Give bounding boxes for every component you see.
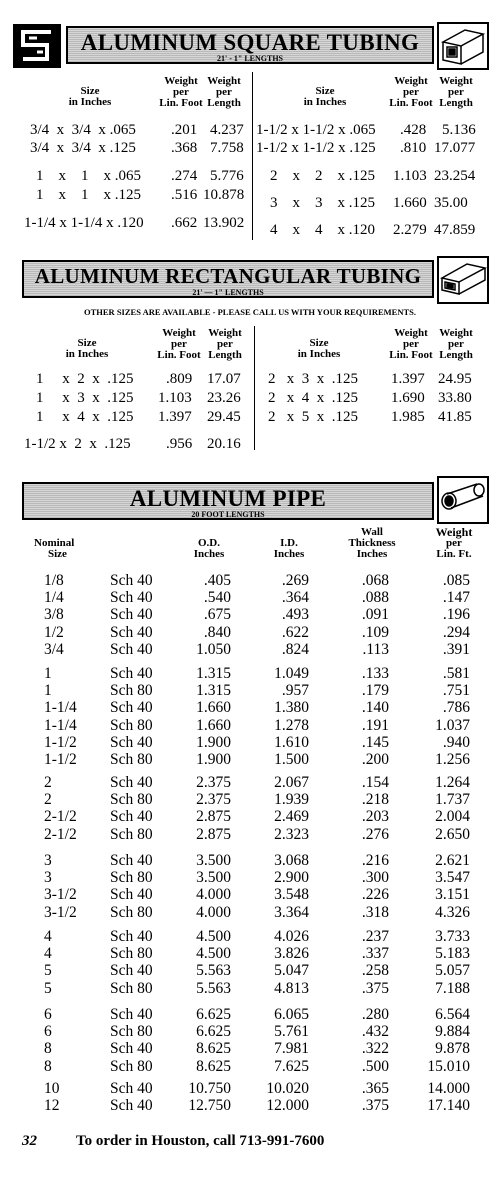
pipe-nominal-cell: 1/2 [44, 623, 64, 641]
pipe-wall-cell: .322 [361, 1040, 389, 1058]
pipe-nominal-cell: 3/8 [44, 606, 64, 624]
pipe-wall-cell: .300 [361, 869, 389, 887]
pipe-od-cell: 12.750 [188, 1097, 231, 1115]
pipe-wall-cell: .133 [361, 665, 389, 682]
pipe-wall-cell: .258 [361, 962, 389, 980]
pipe-id-header: I.D. Inches [273, 537, 305, 560]
pipe-schedule-cell: Sch 80 [110, 825, 153, 843]
square-left-wlf-header: Weight per Lin. Foot [159, 75, 203, 109]
pipe-od-cell: 4.500 [196, 945, 231, 963]
pipe-subtitle: 20 FOOT LENGTHS [191, 510, 265, 519]
rect-notice: OTHER SIZES ARE AVAILABLE - PLEASE CALL US WITH YOUR REQUIREMENTS. [84, 307, 416, 317]
pipe-od-header: O.D. Inches [193, 537, 225, 560]
pipe-wall-cell: .375 [361, 1097, 389, 1115]
pipe-od-cell: .540 [203, 589, 231, 607]
rectangular-tube-icon [437, 256, 489, 304]
pipe-schedule-cell: Sch 80 [110, 945, 153, 963]
rect-right-wpl-header: Weight per Length [439, 327, 473, 361]
pipe-schedule-cell: Sch 40 [110, 852, 153, 869]
pipe-wall-cell: .145 [361, 733, 389, 751]
pipe-id-cell: 3.068 [274, 852, 309, 869]
rect-row-wpl: 23.26 [207, 390, 241, 406]
pipe-od-cell: 4.500 [196, 928, 231, 945]
square-row-size: 1 x 1 x .125 [36, 187, 141, 203]
company-logo [13, 24, 61, 68]
pipe-od-cell: .675 [203, 606, 231, 624]
rect-tubing-subtitle: 21' — 1" LENGTHS [192, 288, 264, 297]
pipe-od-cell: 4.000 [196, 903, 231, 921]
pipe-nominal-cell: 6 [44, 1006, 52, 1023]
pipe-id-cell: 3.826 [274, 945, 309, 963]
pipe-weight-cell: 1.256 [435, 751, 470, 768]
square-row-wpl: 23.254 [434, 168, 476, 184]
pipe-wall-cell: .203 [361, 808, 389, 826]
pipe-wall-cell: .375 [361, 979, 389, 997]
pipe-weight-cell: 7.188 [435, 979, 470, 997]
pipe-weight-cell: 2.621 [435, 852, 470, 869]
pipe-nominal-cell: 3-1/2 [44, 886, 77, 904]
square-left-size-header: Size in Inches [68, 85, 112, 108]
pipe-id-cell: 2.067 [274, 774, 309, 791]
pipe-weight-cell: 6.564 [435, 1006, 470, 1023]
pipe-id-cell: 5.761 [274, 1023, 309, 1041]
pipe-schedule-cell: Sch 40 [110, 1097, 153, 1115]
pipe-od-cell: 8.625 [196, 1057, 231, 1075]
pipe-schedule-cell: Sch 80 [110, 791, 153, 809]
pipe-nominal-cell: 2-1/2 [44, 808, 77, 826]
pipe-od-cell: 1.315 [196, 682, 231, 700]
square-row-wpl: 10.878 [203, 187, 245, 203]
pipe-nominal-cell: 12 [44, 1097, 60, 1115]
square-row-size: 1-1/4 x 1-1/4 x .120 [24, 215, 144, 231]
pipe-schedule-cell: Sch 40 [110, 699, 153, 717]
pipe-weight-cell: 1.737 [435, 791, 470, 809]
pipe-od-cell: 4.000 [196, 886, 231, 904]
pipe-nominal-cell: 8 [44, 1040, 52, 1058]
rect-right-wlf-header: Weight per Lin. Foot [389, 327, 433, 361]
pipe-schedule-cell: Sch 40 [110, 1006, 153, 1023]
pipe-weight-cell: 3.151 [435, 886, 470, 904]
pipe-id-cell: 2.469 [274, 808, 309, 826]
rect-row-size: 1 x 4 x .125 [36, 409, 134, 425]
pipe-schedule-cell: Sch 80 [110, 682, 153, 700]
rect-row-wlf: 1.985 [391, 409, 425, 425]
pipe-banner [22, 482, 434, 520]
pipe-od-cell: 5.563 [196, 979, 231, 997]
pipe-weight-cell: 5.057 [435, 962, 470, 980]
square-row-wlf: .201 [171, 122, 198, 138]
pipe-schedule-cell: Sch 40 [110, 1040, 153, 1058]
rect-left-size-header: Size in Inches [65, 337, 109, 360]
pipe-schedule-cell: Sch 40 [110, 928, 153, 945]
pipe-nominal-cell: 1/8 [44, 572, 64, 589]
pipe-od-cell: 2.375 [196, 791, 231, 809]
pipe-schedule-cell: Sch 40 [110, 774, 153, 791]
pipe-wall-cell: .218 [361, 791, 389, 809]
pipe-weight-cell: .940 [442, 733, 470, 751]
pipe-wall-cell: .276 [361, 825, 389, 843]
pipe-schedule-cell: Sch 80 [110, 1057, 153, 1075]
square-row-wlf: .368 [171, 140, 198, 156]
rect-right-size-header: Size in Inches [297, 337, 341, 360]
square-divider [252, 72, 253, 240]
pipe-nominal-cell: 5 [44, 962, 52, 980]
pipe-id-cell: 1.939 [274, 791, 309, 809]
square-row-wpl: 17.077 [434, 140, 476, 156]
pipe-nominal-cell: 6 [44, 1023, 52, 1041]
square-tubing-subtitle: 21' - 1" LENGTHS [216, 54, 283, 63]
pipe-icon [437, 476, 489, 524]
pipe-wall-cell: .191 [361, 716, 389, 734]
pipe-id-cell: .622 [281, 623, 309, 641]
square-row-wpl: 35.00 [434, 195, 468, 211]
pipe-id-cell: 2.900 [274, 869, 309, 887]
square-row-wlf: .662 [171, 215, 198, 231]
pipe-schedule-cell: Sch 80 [110, 751, 153, 768]
square-row-wlf: 2.279 [393, 222, 427, 238]
pipe-od-cell: 10.750 [188, 1080, 231, 1097]
square-row-size: 1-1/2 x 1-1/2 x .125 [256, 140, 376, 156]
pipe-id-cell: 7.981 [274, 1040, 309, 1058]
pipe-nominal-header: Nominal Size [34, 537, 75, 560]
rect-tubing-title: ALUMINUM RECTANGULAR TUBING [34, 264, 422, 288]
pipe-id-cell: .957 [281, 682, 309, 700]
pipe-id-cell: 4.026 [274, 928, 309, 945]
pipe-od-cell: 6.625 [196, 1006, 231, 1023]
pipe-nominal-cell: 3 [44, 852, 52, 869]
pipe-weight-cell: 9.884 [435, 1023, 470, 1041]
rect-row-size: 2 x 3 x .125 [268, 371, 358, 387]
rect-row-wlf: 1.103 [158, 390, 192, 406]
rect-row-wpl: 20.16 [207, 436, 241, 452]
pipe-id-cell: 1.049 [274, 665, 309, 682]
pipe-nominal-cell: 1/4 [44, 589, 64, 607]
pipe-nominal-cell: 2-1/2 [44, 825, 77, 843]
pipe-nominal-cell: 3 [44, 869, 52, 887]
rect-divider [254, 326, 255, 450]
pipe-wall-cell: .337 [361, 945, 389, 963]
pipe-nominal-cell: 1 [44, 665, 52, 682]
pipe-schedule-cell: Sch 40 [110, 665, 153, 682]
rect-tubing-banner [22, 260, 434, 298]
pipe-wall-cell: .432 [361, 1023, 389, 1041]
pipe-id-cell: 1.610 [274, 733, 309, 751]
square-row-size: 3/4 x 3/4 x .125 [30, 140, 136, 156]
pipe-nominal-cell: 1-1/4 [44, 716, 77, 734]
pipe-wall-cell: .140 [361, 699, 389, 717]
pipe-id-cell: 7.625 [274, 1057, 309, 1075]
pipe-nominal-cell: 10 [44, 1080, 60, 1097]
pipe-od-cell: 1.050 [196, 640, 231, 658]
pipe-wall-cell: .154 [361, 774, 389, 791]
pipe-schedule-cell: Sch 40 [110, 886, 153, 904]
pipe-wall-cell: .280 [361, 1006, 389, 1023]
square-row-wpl: 47.859 [434, 222, 476, 238]
pipe-schedule-cell: Sch 40 [110, 1080, 153, 1097]
square-row-size: 3/4 x 3/4 x .065 [30, 122, 136, 138]
rect-row-wlf: .809 [166, 371, 193, 387]
footer-order-text: To order in Houston, call 713-991-7600 [76, 1133, 325, 1149]
pipe-id-cell: 4.813 [274, 979, 309, 997]
pipe-nominal-cell: 1 [44, 682, 52, 700]
rect-row-wpl: 17.07 [207, 371, 241, 387]
rect-row-wlf: 1.397 [391, 371, 425, 387]
pipe-schedule-cell: Sch 80 [110, 869, 153, 887]
rect-row-size: 1-1/2 x 2 x .125 [24, 436, 131, 452]
pipe-schedule-cell: Sch 40 [110, 572, 153, 589]
pipe-weight-cell: .085 [442, 572, 470, 589]
pipe-weight-header: Weight per Lin. Ft. [435, 525, 473, 560]
square-row-size: 3 x 3 x .125 [270, 195, 375, 211]
rect-row-wpl: 24.95 [438, 371, 472, 387]
square-row-wlf: .428 [400, 122, 427, 138]
pipe-wall-cell: .237 [361, 928, 389, 945]
pipe-wall-cell: .179 [361, 682, 389, 700]
pipe-od-cell: 5.563 [196, 962, 231, 980]
pipe-wall-cell: .365 [361, 1080, 389, 1097]
pipe-od-cell: 6.625 [196, 1023, 231, 1041]
pipe-id-cell: 12.000 [266, 1097, 309, 1115]
pipe-schedule-cell: Sch 80 [110, 1023, 153, 1041]
pipe-od-cell: 2.375 [196, 774, 231, 791]
pipe-wall-cell: .068 [361, 572, 389, 589]
square-row-wlf: .810 [400, 140, 427, 156]
pipe-wall-cell: .226 [361, 886, 389, 904]
pipe-id-cell: 10.020 [266, 1080, 309, 1097]
square-tube-icon [437, 22, 489, 70]
square-tubing-title: ALUMINUM SQUARE TUBING [80, 30, 420, 55]
square-row-wlf: 1.103 [393, 168, 427, 184]
rect-row-wpl: 41.85 [438, 409, 472, 425]
pipe-id-cell: 3.548 [274, 886, 309, 904]
pipe-nominal-cell: 8 [44, 1057, 52, 1075]
pipe-weight-cell: 17.140 [427, 1097, 470, 1115]
rect-row-size: 1 x 3 x .125 [36, 390, 134, 406]
pipe-weight-cell: 3.547 [435, 869, 470, 887]
square-left-wpl-header: Weight per Length [207, 75, 241, 109]
pipe-id-cell: 2.323 [274, 825, 309, 843]
pipe-od-cell: 1.660 [196, 716, 231, 734]
pipe-weight-cell: 1.037 [435, 716, 470, 734]
pipe-od-cell: 8.625 [196, 1040, 231, 1058]
square-row-wlf: .274 [171, 168, 198, 184]
pipe-id-cell: 6.065 [274, 1006, 309, 1023]
pipe-schedule-cell: Sch 40 [110, 808, 153, 826]
page-number: 32 [22, 1133, 37, 1149]
pipe-weight-cell: .391 [442, 640, 470, 658]
pipe-weight-cell: 3.733 [435, 928, 470, 945]
pipe-wall-cell: .318 [361, 903, 389, 921]
pipe-schedule-cell: Sch 80 [110, 716, 153, 734]
square-row-wpl: 5.136 [442, 122, 476, 138]
pipe-nominal-cell: 3/4 [44, 640, 64, 658]
pipe-od-cell: 2.875 [196, 808, 231, 826]
pipe-od-cell: .840 [203, 623, 231, 641]
square-row-size: 4 x 4 x .120 [270, 222, 375, 238]
pipe-weight-cell: 1.264 [435, 774, 470, 791]
rect-left-wpl-header: Weight per Length [208, 327, 242, 361]
pipe-schedule-cell: Sch 40 [110, 589, 153, 607]
pipe-nominal-cell: 4 [44, 928, 52, 945]
pipe-weight-cell: 5.183 [435, 945, 470, 963]
square-tubing-banner [66, 26, 434, 64]
pipe-weight-cell: 14.000 [427, 1080, 470, 1097]
square-row-wpl: 5.776 [210, 168, 244, 184]
rect-row-wlf: 1.397 [158, 409, 192, 425]
pipe-schedule-cell: Sch 80 [110, 979, 153, 997]
rect-row-wlf: 1.690 [391, 390, 425, 406]
square-right-size-header: Size in Inches [303, 85, 347, 108]
square-right-wlf-header: Weight per Lin. Foot [389, 75, 433, 109]
rect-row-size: 1 x 2 x .125 [36, 371, 134, 387]
pipe-nominal-cell: 1-1/4 [44, 699, 77, 717]
pipe-wall-cell: .109 [361, 623, 389, 641]
pipe-od-cell: 1.660 [196, 699, 231, 717]
pipe-id-cell: 1.278 [274, 716, 309, 734]
pipe-nominal-cell: 2 [44, 774, 52, 791]
pipe-nominal-cell: 1-1/2 [44, 751, 77, 768]
pipe-wall-cell: .200 [361, 751, 389, 768]
pipe-schedule-cell: Sch 40 [110, 606, 153, 624]
pipe-schedule-cell: Sch 40 [110, 640, 153, 658]
pipe-schedule-cell: Sch 80 [110, 903, 153, 921]
square-row-wpl: 4.237 [210, 122, 244, 138]
pipe-title: ALUMINUM PIPE [129, 486, 327, 511]
rect-row-wpl: 33.80 [438, 390, 472, 406]
square-row-wlf: 1.660 [393, 195, 427, 211]
pipe-weight-cell: 15.010 [427, 1057, 470, 1075]
pipe-wall-cell: .091 [361, 606, 389, 624]
pipe-od-cell: .405 [203, 572, 231, 589]
pipe-wall-cell: .500 [361, 1057, 389, 1075]
pipe-od-cell: 3.500 [196, 869, 231, 887]
pipe-weight-cell: .581 [442, 665, 470, 682]
pipe-id-cell: .269 [281, 572, 309, 589]
square-row-wpl: 13.902 [203, 215, 245, 231]
pipe-nominal-cell: 1-1/2 [44, 733, 77, 751]
pipe-schedule-cell: Sch 40 [110, 733, 153, 751]
pipe-id-cell: .364 [281, 589, 309, 607]
pipe-schedule-cell: Sch 40 [110, 962, 153, 980]
pipe-weight-cell: .196 [442, 606, 470, 624]
pipe-wall-cell: .113 [362, 640, 389, 658]
pipe-id-cell: 1.380 [274, 699, 309, 717]
pipe-wall-header: Wall Thickness Inches [348, 526, 396, 560]
rect-row-wlf: .956 [166, 436, 193, 452]
rect-row-size: 2 x 5 x .125 [268, 409, 358, 425]
pipe-id-cell: 3.364 [274, 903, 309, 921]
pipe-nominal-cell: 5 [44, 979, 52, 997]
pipe-nominal-cell: 3-1/2 [44, 903, 77, 921]
square-row-size: 1 x 1 x .065 [36, 168, 141, 184]
pipe-weight-cell: .294 [442, 623, 470, 641]
pipe-wall-cell: .216 [361, 852, 389, 869]
pipe-wall-cell: .088 [361, 589, 389, 607]
pipe-od-cell: 3.500 [196, 852, 231, 869]
pipe-weight-cell: 4.326 [435, 903, 470, 921]
pipe-id-cell: .824 [281, 640, 309, 658]
square-row-wpl: 7.758 [210, 140, 244, 156]
rect-left-wlf-header: Weight per Lin. Foot [157, 327, 201, 361]
rect-row-size: 2 x 4 x .125 [268, 390, 358, 406]
square-row-size: 1-1/2 x 1-1/2 x .065 [256, 122, 376, 138]
pipe-od-cell: 1.900 [196, 751, 231, 768]
square-row-size: 2 x 2 x .125 [270, 168, 375, 184]
pipe-weight-cell: .751 [442, 682, 470, 700]
pipe-id-cell: 5.047 [274, 962, 309, 980]
pipe-weight-cell: 9.878 [435, 1040, 470, 1058]
pipe-weight-cell: .147 [442, 589, 470, 607]
square-row-wlf: .516 [171, 187, 198, 203]
pipe-id-cell: 1.500 [274, 751, 309, 768]
pipe-od-cell: 1.900 [196, 733, 231, 751]
pipe-weight-cell: .786 [442, 699, 470, 717]
square-right-wpl-header: Weight per Length [439, 75, 473, 109]
pipe-od-cell: 1.315 [196, 665, 231, 682]
pipe-weight-cell: 2.004 [435, 808, 470, 826]
pipe-od-cell: 2.875 [196, 825, 231, 843]
pipe-nominal-cell: 2 [44, 791, 52, 809]
pipe-id-cell: .493 [281, 606, 309, 624]
pipe-weight-cell: 2.650 [435, 825, 470, 843]
pipe-schedule-cell: Sch 40 [110, 623, 153, 641]
pipe-nominal-cell: 4 [44, 945, 52, 963]
rect-row-wpl: 29.45 [207, 409, 241, 425]
